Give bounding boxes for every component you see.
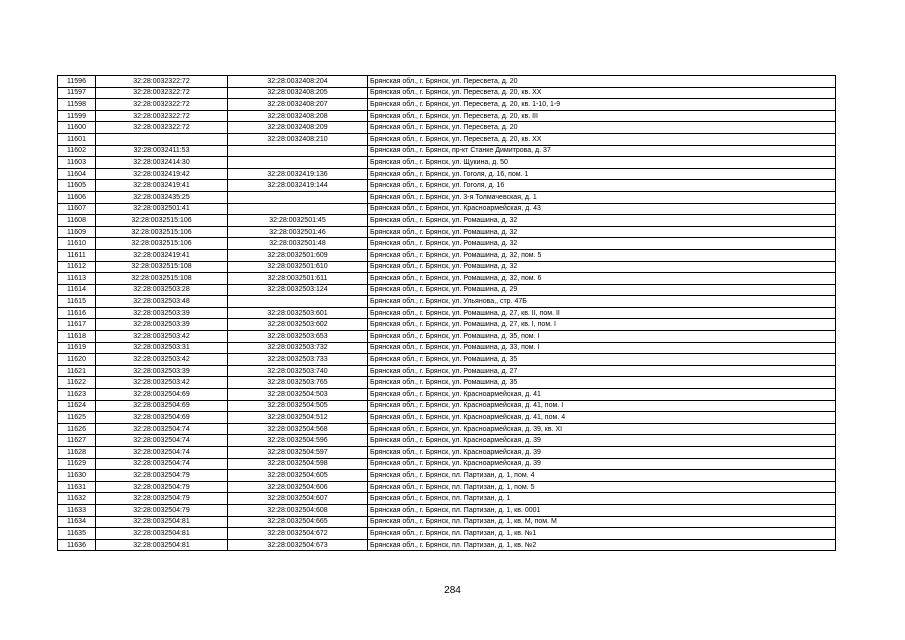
address-cell: Брянская обл., г. Брянск, ул. Ромашина, д. 32 — [368, 215, 836, 227]
object-cadastral-number-cell: 32:28:0032504:597 — [228, 447, 368, 459]
row-number-cell: 11599 — [58, 110, 96, 122]
cadastral-number-cell: 32:28:0032414:30 — [96, 157, 228, 169]
address-cell: Брянская обл., г. Брянск, пл. Партизан, д. 1, кв. №2 — [368, 539, 836, 551]
table-row — [58, 238, 836, 250]
row-number-cell: 11633 — [58, 504, 96, 516]
address-cell: Брянская обл., г. Брянск, ул. Ромашина, д. 35 — [368, 377, 836, 389]
object-cadastral-number-cell: 32:28:0032503:602 — [228, 319, 368, 331]
row-number-cell: 11635 — [58, 528, 96, 540]
cadastral-number-cell: 32:28:0032504:74 — [96, 458, 228, 470]
table-row — [58, 180, 836, 192]
table-row — [58, 133, 836, 145]
table-row — [58, 504, 836, 516]
cadastral-number-cell: 32:28:0032322:72 — [96, 99, 228, 111]
table-row — [58, 377, 836, 389]
row-number-cell: 11603 — [58, 157, 96, 169]
object-cadastral-number-cell: 32:28:0032419:144 — [228, 180, 368, 192]
table-row — [58, 354, 836, 366]
table-row — [58, 528, 836, 540]
cadastral-number-cell: 32:28:0032419:41 — [96, 249, 228, 261]
address-cell: Брянская обл., г. Брянск, ул. Пересвета, д. 20, кв. III — [368, 110, 836, 122]
address-cell: Брянская обл., г. Брянск, ул. Пересвета, д. 20, кв. XX — [368, 133, 836, 145]
object-cadastral-number-cell: 32:28:0032503:124 — [228, 284, 368, 296]
object-cadastral-number-cell: 32:28:0032504:596 — [228, 435, 368, 447]
object-cadastral-number-cell: 32:28:0032419:136 — [228, 168, 368, 180]
row-number-cell: 11634 — [58, 516, 96, 528]
object-cadastral-number-cell: 32:28:0032504:672 — [228, 528, 368, 540]
address-cell: Брянская обл., г. Брянск, ул. Щукина, д. 50 — [368, 157, 836, 169]
object-cadastral-number-cell: 32:28:0032504:607 — [228, 493, 368, 505]
row-number-cell: 11605 — [58, 180, 96, 192]
table-row — [58, 365, 836, 377]
cadastral-number-cell: 32:28:0032515:106 — [96, 238, 228, 250]
address-cell: Брянская обл., г. Брянск, ул. Красноармейская, д. 41 — [368, 389, 836, 401]
address-cell: Брянская обл., г. Брянск, ул. Красноармейская, д. 39 — [368, 447, 836, 459]
address-cell: Брянская обл., г. Брянск, ул. Ромашина, д. 29 — [368, 284, 836, 296]
address-cell: Брянская обл., г. Брянск, ул. Ульянова,, стр. 47Б — [368, 296, 836, 308]
object-cadastral-number-cell: 32:28:0032504:505 — [228, 400, 368, 412]
row-number-cell: 11607 — [58, 203, 96, 215]
cadastral-number-cell: 32:28:0032322:72 — [96, 76, 228, 88]
address-cell: Брянская обл., г. Брянск, ул. Красноармейская, д. 43 — [368, 203, 836, 215]
address-cell: Брянская обл., г. Брянск, пл. Партизан, д. 1, кв. 0001 — [368, 504, 836, 516]
address-cell: Брянская обл., г. Брянск, ул. Красноармейская, д. 39 — [368, 435, 836, 447]
address-cell: Брянская обл., г. Брянск, пл. Партизан, д. 1, пом. 4 — [368, 470, 836, 482]
cadastral-number-cell: 32:28:0032504:81 — [96, 528, 228, 540]
address-cell: Брянская обл., г. Брянск, пр-кт Станке Димитрова, д. 37 — [368, 145, 836, 157]
row-number-cell: 11629 — [58, 458, 96, 470]
address-cell: Брянская обл., г. Брянск, пл. Партизан, д. 1, кв. №1 — [368, 528, 836, 540]
row-number-cell: 11617 — [58, 319, 96, 331]
cadastral-number-cell: 32:28:0032322:72 — [96, 122, 228, 134]
cadastral-number-cell: 32:28:0032504:79 — [96, 504, 228, 516]
object-cadastral-number-cell: 32:28:0032504:605 — [228, 470, 368, 482]
object-cadastral-number-cell: 32:28:0032408:205 — [228, 87, 368, 99]
row-number-cell: 11619 — [58, 342, 96, 354]
cadastral-number-cell: 32:28:0032322:72 — [96, 87, 228, 99]
cadastral-number-cell: 32:28:0032503:39 — [96, 319, 228, 331]
object-cadastral-number-cell: 32:28:0032504:665 — [228, 516, 368, 528]
address-cell: Брянская обл., г. Брянск, ул. Гоголя, д. 16 — [368, 180, 836, 192]
cadastral-number-cell: 32:28:0032504:81 — [96, 516, 228, 528]
object-cadastral-number-cell: 32:28:0032408:210 — [228, 133, 368, 145]
table-row — [58, 331, 836, 343]
table-row — [58, 273, 836, 285]
row-number-cell: 11636 — [58, 539, 96, 551]
table-row — [58, 145, 836, 157]
address-cell: Брянская обл., г. Брянск, ул. Ромашина, д. 27, кв. I, пом. I — [368, 319, 836, 331]
row-number-cell: 11628 — [58, 447, 96, 459]
address-cell: Брянская обл., г. Брянск, ул. Пересвета, д. 20 — [368, 122, 836, 134]
page-number: 284 — [444, 585, 461, 596]
table-row — [58, 516, 836, 528]
row-number-cell: 11604 — [58, 168, 96, 180]
object-cadastral-number-cell: 32:28:0032408:204 — [228, 76, 368, 88]
object-cadastral-number-cell: 32:28:0032504:568 — [228, 423, 368, 435]
object-cadastral-number-cell: 32:28:0032501:611 — [228, 273, 368, 285]
row-number-cell: 11618 — [58, 331, 96, 343]
table-row — [58, 284, 836, 296]
cadastral-number-cell: 32:28:0032503:42 — [96, 331, 228, 343]
object-cadastral-number-cell: 32:28:0032503:653 — [228, 331, 368, 343]
table-row — [58, 296, 836, 308]
table-row — [58, 389, 836, 401]
table-row — [58, 203, 836, 215]
address-cell: Брянская обл., г. Брянск, ул. Ромашина, д. 32, пом. 5 — [368, 249, 836, 261]
table-row — [58, 249, 836, 261]
table-row — [58, 87, 836, 99]
row-number-cell: 11596 — [58, 76, 96, 88]
row-number-cell: 11616 — [58, 307, 96, 319]
cadastral-number-cell: 32:28:0032515:106 — [96, 215, 228, 227]
table-row — [58, 110, 836, 122]
table-row — [58, 412, 836, 424]
object-cadastral-number-cell: 32:28:0032501:46 — [228, 226, 368, 238]
object-cadastral-number-cell — [228, 145, 368, 157]
cadastral-number-cell: 32:28:0032503:39 — [96, 365, 228, 377]
cadastral-number-cell: 32:28:0032504:74 — [96, 447, 228, 459]
table-row — [58, 458, 836, 470]
table-row — [58, 447, 836, 459]
table-row — [58, 342, 836, 354]
row-number-cell: 11625 — [58, 412, 96, 424]
cadastral-number-cell: 32:28:0032504:69 — [96, 412, 228, 424]
table-row — [58, 76, 836, 88]
cadastral-number-cell: 32:28:0032515:108 — [96, 261, 228, 273]
address-cell: Брянская обл., г. Брянск, пл. Партизан, д. 1, кв. М, пом. М — [368, 516, 836, 528]
table-row — [58, 191, 836, 203]
cadastral-number-cell: 32:28:0032504:74 — [96, 423, 228, 435]
cadastral-number-cell: 32:28:0032503:39 — [96, 307, 228, 319]
table-row — [58, 215, 836, 227]
cadastral-number-cell: 32:28:0032503:31 — [96, 342, 228, 354]
object-cadastral-number-cell: 32:28:0032503:765 — [228, 377, 368, 389]
object-cadastral-number-cell: 32:28:0032501:610 — [228, 261, 368, 273]
row-number-cell: 11613 — [58, 273, 96, 285]
cadastral-number-cell: 32:28:0032504:79 — [96, 470, 228, 482]
table-row — [58, 435, 836, 447]
object-cadastral-number-cell: 32:28:0032501:48 — [228, 238, 368, 250]
object-cadastral-number-cell: 32:28:0032503:732 — [228, 342, 368, 354]
cadastral-number-cell: 32:28:0032504:69 — [96, 389, 228, 401]
object-cadastral-number-cell: 32:28:0032503:601 — [228, 307, 368, 319]
address-cell: Брянская обл., г. Брянск, ул. 3-я Толмачевская, д. 1 — [368, 191, 836, 203]
object-cadastral-number-cell: 32:28:0032504:606 — [228, 481, 368, 493]
row-number-cell: 11627 — [58, 435, 96, 447]
row-number-cell: 11600 — [58, 122, 96, 134]
cadastral-number-cell: 32:28:0032419:41 — [96, 180, 228, 192]
table-row — [58, 157, 836, 169]
row-number-cell: 11631 — [58, 481, 96, 493]
address-cell: Брянская обл., г. Брянск, ул. Пересвета, д. 20, кв. XX — [368, 87, 836, 99]
cadastral-number-cell — [96, 133, 228, 145]
row-number-cell: 11624 — [58, 400, 96, 412]
table-row — [58, 319, 836, 331]
address-cell: Брянская обл., г. Брянск, ул. Красноармейская, д. 41, пом. 4 — [368, 412, 836, 424]
address-cell: Брянская обл., г. Брянск, ул. Красноармейская, д. 39 — [368, 458, 836, 470]
object-cadastral-number-cell: 32:28:0032503:740 — [228, 365, 368, 377]
cadastral-number-cell: 32:28:0032504:81 — [96, 539, 228, 551]
table-row — [58, 481, 836, 493]
table-row — [58, 122, 836, 134]
address-cell: Брянская обл., г. Брянск, ул. Ромашина, д. 27, кв. II, пом. II — [368, 307, 836, 319]
object-cadastral-number-cell: 32:28:0032504:512 — [228, 412, 368, 424]
object-cadastral-number-cell — [228, 203, 368, 215]
object-cadastral-number-cell: 32:28:0032503:733 — [228, 354, 368, 366]
address-cell: Брянская обл., г. Брянск, ул. Ромашина, д. 32 — [368, 226, 836, 238]
table-row — [58, 226, 836, 238]
address-cell: Брянская обл., г. Брянск, пл. Партизан, д. 1, пом. 5 — [368, 481, 836, 493]
cadastral-number-cell: 32:28:0032322:72 — [96, 110, 228, 122]
object-cadastral-number-cell: 32:28:0032501:609 — [228, 249, 368, 261]
table-row — [58, 307, 836, 319]
cadastral-number-cell: 32:28:0032504:79 — [96, 493, 228, 505]
row-number-cell: 11630 — [58, 470, 96, 482]
row-number-cell: 11615 — [58, 296, 96, 308]
row-number-cell: 11620 — [58, 354, 96, 366]
object-cadastral-number-cell: 32:28:0032408:209 — [228, 122, 368, 134]
row-number-cell: 11608 — [58, 215, 96, 227]
row-number-cell: 11632 — [58, 493, 96, 505]
cadastral-number-cell: 32:28:0032419:42 — [96, 168, 228, 180]
address-cell: Брянская обл., г. Брянск, ул. Красноармейская, д. 39, кв. XI — [368, 423, 836, 435]
table-row — [58, 168, 836, 180]
row-number-cell: 11606 — [58, 191, 96, 203]
object-cadastral-number-cell: 32:28:0032504:673 — [228, 539, 368, 551]
row-number-cell: 11612 — [58, 261, 96, 273]
cadastral-number-cell: 32:28:0032503:42 — [96, 354, 228, 366]
address-cell: Брянская обл., г. Брянск, ул. Ромашина, д. 35, пом. I — [368, 331, 836, 343]
table-row — [58, 493, 836, 505]
row-number-cell: 11609 — [58, 226, 96, 238]
object-cadastral-number-cell: 32:28:0032504:598 — [228, 458, 368, 470]
address-cell: Брянская обл., г. Брянск, ул. Пересвета, д. 20, кв. 1-10, 1-9 — [368, 99, 836, 111]
cadastral-number-cell: 32:28:0032503:42 — [96, 377, 228, 389]
cadastral-number-cell: 32:28:0032504:69 — [96, 400, 228, 412]
address-cell: Брянская обл., г. Брянск, ул. Ромашина, д. 32 — [368, 261, 836, 273]
object-cadastral-number-cell: 32:28:0032408:207 — [228, 99, 368, 111]
cadastral-number-cell: 32:28:0032504:79 — [96, 481, 228, 493]
table-row — [58, 539, 836, 551]
object-cadastral-number-cell — [228, 296, 368, 308]
cadastral-number-cell: 32:28:0032501:41 — [96, 203, 228, 215]
cadastral-number-cell: 32:28:0032503:28 — [96, 284, 228, 296]
row-number-cell: 11626 — [58, 423, 96, 435]
address-cell: Брянская обл., г. Брянск, пл. Партизан, д. 1 — [368, 493, 836, 505]
object-cadastral-number-cell — [228, 157, 368, 169]
address-cell: Брянская обл., г. Брянск, ул. Пересвета, д. 20 — [368, 76, 836, 88]
row-number-cell: 11611 — [58, 249, 96, 261]
registry-table-body — [58, 76, 836, 551]
cadastral-number-cell: 32:28:0032435:25 — [96, 191, 228, 203]
row-number-cell: 11614 — [58, 284, 96, 296]
address-cell: Брянская обл., г. Брянск, ул. Ромашина, д. 32 — [368, 238, 836, 250]
cadastral-number-cell: 32:28:0032515:108 — [96, 273, 228, 285]
cadastral-number-cell: 32:28:0032503:48 — [96, 296, 228, 308]
row-number-cell: 11598 — [58, 99, 96, 111]
cadastral-number-cell: 32:28:0032411:53 — [96, 145, 228, 157]
cadastral-number-cell: 32:28:0032515:106 — [96, 226, 228, 238]
table-row — [58, 470, 836, 482]
object-cadastral-number-cell: 32:28:0032504:608 — [228, 504, 368, 516]
row-number-cell: 11597 — [58, 87, 96, 99]
table-row — [58, 423, 836, 435]
address-cell: Брянская обл., г. Брянск, ул. Гоголя, д. 16, пом. 1 — [368, 168, 836, 180]
object-cadastral-number-cell: 32:28:0032504:503 — [228, 389, 368, 401]
address-cell: Брянская обл., г. Брянск, ул. Ромашина, д. 33, пом. I — [368, 342, 836, 354]
table-row — [58, 400, 836, 412]
table-row — [58, 99, 836, 111]
object-cadastral-number-cell — [228, 191, 368, 203]
row-number-cell: 11602 — [58, 145, 96, 157]
address-cell: Брянская обл., г. Брянск, ул. Ромашина, д. 32, пом. 6 — [368, 273, 836, 285]
cadastral-number-cell: 32:28:0032504:74 — [96, 435, 228, 447]
registry-table — [57, 75, 836, 551]
object-cadastral-number-cell: 32:28:0032408:208 — [228, 110, 368, 122]
address-cell: Брянская обл., г. Брянск, ул. Ромашина, д. 27 — [368, 365, 836, 377]
table-row — [58, 261, 836, 273]
address-cell: Брянская обл., г. Брянск, ул. Красноармейская, д. 41, пом. I — [368, 400, 836, 412]
row-number-cell: 11621 — [58, 365, 96, 377]
row-number-cell: 11623 — [58, 389, 96, 401]
object-cadastral-number-cell: 32:28:0032501:45 — [228, 215, 368, 227]
row-number-cell: 11622 — [58, 377, 96, 389]
row-number-cell: 11601 — [58, 133, 96, 145]
address-cell: Брянская обл., г. Брянск, ул. Ромашина, д. 35 — [368, 354, 836, 366]
row-number-cell: 11610 — [58, 238, 96, 250]
